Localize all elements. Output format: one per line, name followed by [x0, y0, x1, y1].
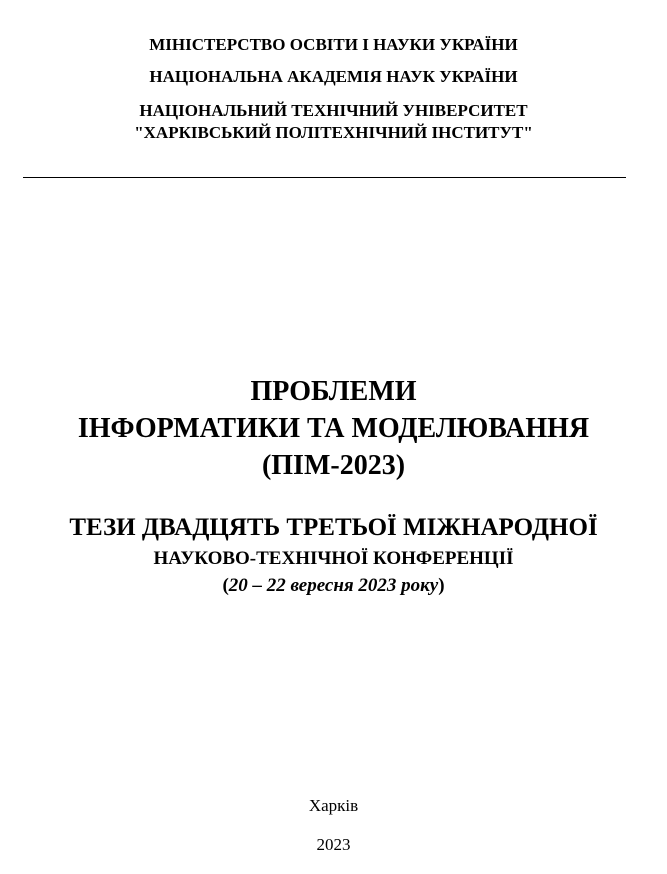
conference-dates	[0, 576, 667, 595]
title-abbreviation: (ПІМ-2023)	[261, 450, 406, 481]
dates-open-paren: (	[222, 575, 229, 596]
title-line-1: ПРОБЛЕМИ	[250, 376, 417, 407]
academy-line: НАЦІОНАЛЬНА АКАДЕМІЯ НАУК УКРАЇНИ	[149, 67, 518, 86]
university-line: НАЦІОНАЛЬНИЙ ТЕХНІЧНИЙ УНІВЕРСИТЕТ	[139, 101, 528, 120]
institute-name-line: "ХАРКІВСЬКИЙ ПОЛІТЕХНІЧНИЙ ІНСТИТУТ"	[134, 123, 533, 142]
ministry-line: МІНІСТЕРСТВО ОСВІТИ І НАУКИ УКРАЇНИ	[149, 35, 518, 54]
dates-close-paren: )	[438, 575, 445, 596]
subtitle-line-1: ТЕЗИ ДВАДЦЯТЬ ТРЕТЬОЇ МІЖНАРОДНОЇ	[69, 514, 598, 541]
dates-text: 20 – 22 вересня 2023 року	[228, 575, 439, 596]
publication-year: 2023	[316, 835, 351, 854]
title-line-2: ІНФОРМАТИКИ ТА МОДЕЛЮВАННЯ	[77, 413, 590, 444]
publication-city: Харків	[308, 796, 359, 815]
subtitle-line-2: НАУКОВО-ТЕХНІЧНОЇ КОНФЕРЕНЦІЇ	[153, 548, 514, 569]
header-divider	[23, 177, 626, 178]
